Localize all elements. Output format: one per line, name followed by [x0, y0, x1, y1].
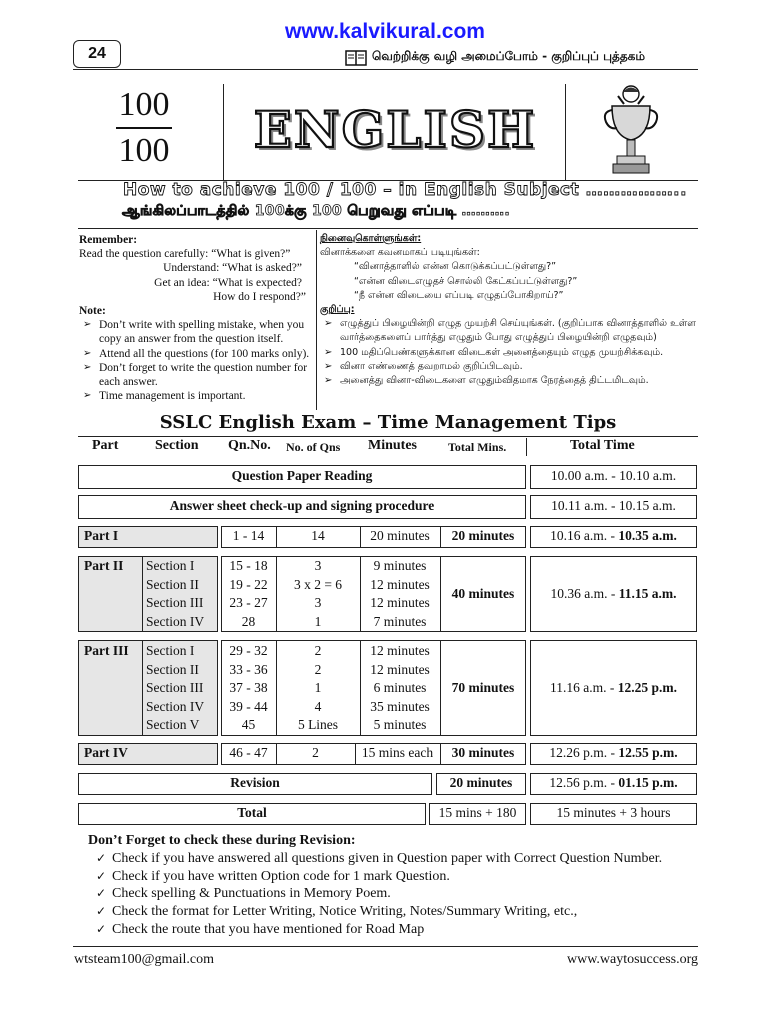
part4-qn: 46 - 47 [229, 745, 268, 760]
col-header-totaltime: Total Time [570, 438, 635, 453]
tamil-tagline: வெற்றிக்கு வழி அமைப்போம் - குறிப்புப் புத்தகம் [372, 49, 646, 63]
subject-title: ENGLISH [253, 100, 537, 159]
revision-checklist [88, 832, 662, 939]
revision-label: Revision [230, 775, 280, 790]
section-label: Section II [146, 661, 199, 677]
checklist-heading: Don’t Forget to check these during Revision: [88, 833, 356, 848]
reading-time: 10.00 a.m. - 10.10 a.m. [550, 468, 677, 483]
footer-email: wtsteam100@gmail.com [74, 952, 215, 967]
col-header-noofqns: No. of Qns [286, 440, 341, 454]
part4-min: 15 mins each [361, 745, 434, 760]
part3-qns [221, 642, 276, 735]
part4-time [530, 744, 697, 763]
minutes-value: 9 minutes [373, 558, 427, 573]
qn-range: 29 - 32 [229, 643, 268, 658]
part3-sections [146, 642, 204, 735]
part2-label: Part II [84, 558, 124, 573]
part2-nqs [276, 557, 360, 631]
col-header-minutes: Minutes [368, 438, 417, 453]
score-denominator: 100 [118, 132, 170, 169]
part3-label: Part III [84, 643, 129, 658]
part4-nq: 2 [312, 745, 319, 760]
qn-range: 28 [241, 613, 256, 629]
section-label: Section III [146, 595, 204, 610]
header-col-divider [526, 438, 527, 456]
time-end: 11.15 a.m. [618, 586, 677, 601]
qn-count: 5 Lines [297, 717, 339, 732]
part1-time [530, 527, 697, 546]
time-start: 12.26 p.m. - [549, 745, 619, 760]
banner-divider-right [565, 84, 566, 180]
time-start: 10.16 a.m. - [550, 528, 619, 543]
checkup-label: Answer sheet check-up and signing procedure [169, 498, 435, 513]
part1-label: Part I [84, 528, 119, 543]
remember-heading: Remember: [79, 234, 138, 246]
minutes-value: 7 minutes [373, 613, 427, 629]
subtitle-english: How to achieve 100 / 100 – in English Subject …………….. [123, 180, 688, 200]
part1-total: 20 minutes [451, 528, 515, 543]
footer-divider [73, 946, 698, 947]
note-heading: Note: [79, 305, 106, 317]
part4-total: 30 minutes [451, 745, 515, 760]
minutes-value: 35 minutes [370, 698, 430, 714]
qn-count: 1 [314, 680, 322, 695]
tips-title: SSLC English Exam – Time Management Tips [159, 412, 617, 433]
part1-nq: 14 [311, 528, 325, 543]
time-start: 10.36 a.m. - [550, 586, 619, 601]
part1-min: 20 minutes [370, 528, 430, 543]
part3-mins [360, 642, 440, 735]
col-header-qnno: Qn.No. [228, 438, 271, 453]
remember-line: How do I respond?” [213, 290, 306, 303]
part2-time [530, 585, 697, 604]
part3-time [530, 679, 697, 698]
col-header-totalmins: Total Mins. [448, 440, 507, 454]
footer-website: www.waytosuccess.org [566, 952, 698, 967]
remember-section [79, 233, 316, 304]
note-item: ➢ Don’t forget to write the question number for each answer. [79, 361, 319, 389]
col-line [142, 640, 143, 736]
site-url: www.kalvikural.com [285, 20, 485, 43]
qn-range: 19 - 22 [229, 576, 268, 592]
part2-mins [360, 557, 440, 631]
section-label: Section IV [146, 698, 205, 714]
part3-nqs [276, 642, 360, 735]
tamil-note-item: ➢ அனைத்து வினா-விடைகளை எழுதும்விதமாக நேரத்தைத் திட்டமிடவும். [320, 374, 700, 388]
fraction-bar [116, 127, 172, 129]
qn-count: 3 [314, 558, 322, 573]
minutes-value: 6 minutes [373, 680, 427, 695]
section-label: Section IV [146, 613, 205, 629]
qn-range: 23 - 27 [229, 595, 268, 610]
part2-total: 40 minutes [451, 586, 515, 601]
part1-qn: 1 - 14 [232, 528, 265, 543]
score-numerator: 100 [118, 86, 170, 123]
qn-count: 2 [314, 643, 322, 658]
remember-line: Understand: “What is asked?” [163, 262, 302, 275]
tamil-quote: “என்ன விடைஎழுதச் சொல்லி கேட்கப்பட்டுள்ளது?” [354, 275, 578, 287]
col-header-part: Part [92, 438, 119, 453]
minutes-value: 12 minutes [370, 576, 430, 592]
section-label: Section I [146, 558, 195, 573]
part4-label: Part IV [84, 745, 128, 760]
col-line [142, 556, 143, 632]
time-end: 10.35 a.m. [618, 528, 677, 543]
checklist-item: ✓ Check spelling & Punctuations in Memory Poem. [88, 885, 662, 903]
grand-total-time: 15 minutes + 3 hours [556, 805, 671, 820]
remember-line: Read the question carefully: “What is given?” [79, 248, 291, 261]
section-label: Section III [146, 680, 204, 695]
header-divider [73, 69, 698, 70]
tamil-notes-section [320, 232, 700, 388]
minutes-value: 5 minutes [373, 717, 427, 732]
checklist-item: ✓ Check the route that you have mentioned for Road Map [88, 921, 662, 939]
qn-count: 3 x 2 = 6 [293, 576, 343, 592]
tamil-note-item: ➢ எழுத்துப் பிழையின்றி எழுத முயற்சி செய்யுங்கள். (குறிப்பாக வினாத்தாளில் உள்ள வார்த்தைகளைப் பார்த்து எழுதும் போது எழுத்துப் பிழையின்றி எழுதவும்) [320, 317, 700, 345]
note-item: ➢ Time management is important. [79, 389, 319, 403]
minutes-value: 12 minutes [370, 661, 430, 677]
time-start: 11.16 a.m. - [549, 680, 618, 695]
grand-total-label: Total [237, 805, 267, 820]
minutes-value: 12 minutes [370, 595, 430, 610]
qn-count: 4 [314, 698, 322, 714]
trophy-icon [600, 80, 662, 176]
note-section [79, 304, 319, 403]
tamil-quote: “நீ என்ன விடையை எப்படி எழுதப்போகிறாய்?” [354, 289, 564, 301]
section-label: Section I [146, 643, 195, 658]
qn-range: 39 - 44 [229, 698, 268, 714]
checklist-item: ✓ Check if you have written Option code for 1 mark Question. [88, 868, 662, 886]
qn-count: 2 [314, 661, 322, 677]
time-end: 12.25 p.m. [617, 680, 677, 695]
part2-sections [146, 557, 204, 631]
qn-count: 3 [314, 595, 322, 610]
grand-total-mins: 15 mins + 180 [438, 805, 517, 820]
qn-range: 37 - 38 [229, 680, 268, 695]
score-fraction [104, 86, 184, 170]
tamil-note-heading: குறிப்பு: [320, 304, 355, 316]
reading-label: Question Paper Reading [231, 468, 373, 483]
time-end: 12.55 p.m. [618, 745, 678, 760]
subtitle-tamil: ஆங்கிலப்பாடத்தில் 100க்கு 100 பெறுவது எப்படி ………. [122, 203, 510, 219]
col-header-section: Section [155, 438, 199, 453]
note-item: ➢ Attend all the questions (for 100 marks only). [79, 347, 319, 361]
checkup-time: 10.11 a.m. - 10.15 a.m. [551, 498, 676, 513]
remember-line: Get an idea: “What is expected? [154, 276, 302, 289]
checklist-item: ✓ Check the format for Letter Writing, Notice Writing, Notes/Summary Writing, etc., [88, 903, 662, 921]
qn-range: 45 [241, 717, 256, 732]
note-item: ➢ Don’t write with spelling mistake, when you copy an answer from the question itself. [79, 318, 319, 346]
checklist-item: ✓ Check if you have answered all questions given in Question paper with Correct Question Number. [88, 850, 662, 868]
tamil-quote: “வினாத்தாளில் என்ன கொடுக்கப்பட்டுள்ளது?” [354, 261, 557, 273]
qn-range: 15 - 18 [229, 558, 268, 573]
revision-total: 20 minutes [449, 775, 513, 790]
banner-divider-left [223, 84, 224, 180]
tamil-line: வினாக்களை கவனமாகப் படியுங்கள்: [320, 247, 480, 259]
page-number-badge: 24 [73, 40, 121, 68]
qn-count: 1 [314, 613, 322, 629]
tamil-note-item: ➢ 100 மதிப்பெண்களுக்கான விடைகள் அனைத்தையும் எழுத முயற்சிக்கவும். [320, 346, 700, 360]
time-end: 01.15 p.m. [618, 775, 678, 790]
section-label: Section V [146, 717, 200, 732]
revision-time [530, 774, 697, 793]
time-start: 12.56 p.m. - [549, 775, 619, 790]
section-label: Section II [146, 576, 199, 592]
part3-total: 70 minutes [451, 680, 515, 695]
part2-qns [221, 557, 276, 631]
qn-range: 33 - 36 [229, 661, 268, 677]
minutes-value: 12 minutes [370, 643, 430, 658]
tamil-note-item: ➢ வினா எண்ணைத் தவறாமல் குறிப்பிடவும். [320, 360, 700, 374]
book-icon [345, 50, 367, 66]
tips-divider [78, 436, 698, 437]
tamil-remember-heading: நினைவுகொள்ளுங்கள்: [320, 233, 422, 244]
notes-divider [78, 228, 698, 229]
